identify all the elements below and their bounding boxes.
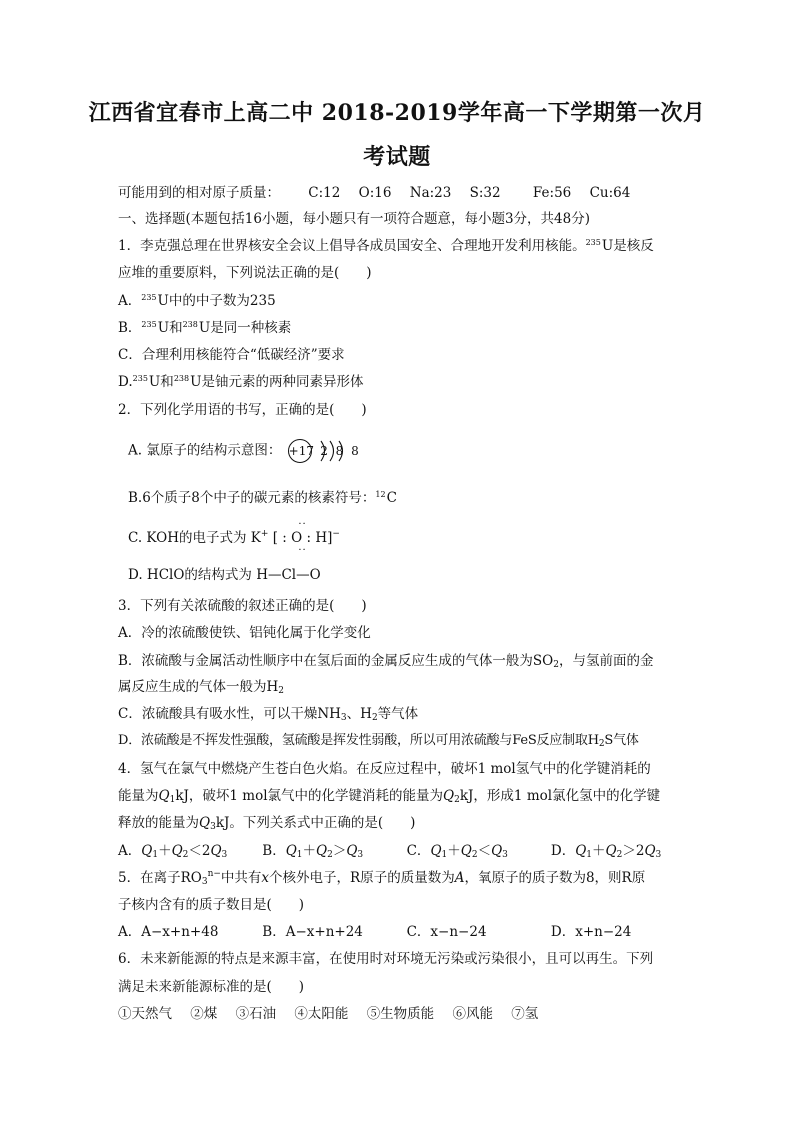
- exam-title-line2: 考试题: [363, 144, 431, 170]
- q3-option-d: D．浓硫酸是不挥发性强酸，氢硫酸是挥发性弱酸，所以可用浓硫酸与FeS反应制取$H_2S$气体: [118, 733, 639, 749]
- section-heading: 一、选择题(本题包括16小题，每小题只有一项符合题意，每小题3分，共48分): [118, 211, 590, 227]
- q5-options: [118, 920, 631, 940]
- q3-option-a: A．冷的浓硫酸使铁、铝钝化属于化学变化: [118, 625, 371, 641]
- q2-option-c: C. KOH的电子式为 K+ ·· [ : O : H] ·· −: [128, 519, 340, 556]
- q4-options: [118, 839, 661, 860]
- q4-stem-line3: 释放的能量为$Q_3kJ$。下列关系式中正确的是( ): [118, 815, 416, 832]
- q5-stem-line1: 5．在离子$RO_3^{n-}$中共有x个核外电子，R原子的质量数为A，氧原子的质子数为8，则R原: [118, 869, 646, 887]
- q3-stem: 3．下列有关浓硫酸的叙述正确的是( ): [118, 598, 367, 614]
- mass-item: S:32: [469, 185, 501, 201]
- q5-option-a: A．A−x+n+48: [118, 924, 219, 940]
- electron-shells: 2 8 8: [320, 443, 361, 458]
- exam-title-line1: 江西省宜春市上高二中 2018-2019学年高一下学期第一次月: [88, 100, 706, 126]
- energy-option: ⑦氢: [511, 1006, 539, 1022]
- q2-option-b: B.6个质子8个中子的碳元素的核素符号：$^{12}$C: [128, 490, 397, 506]
- mass-item: O:16: [358, 185, 392, 201]
- energy-option: ③石油: [235, 1006, 277, 1022]
- q2-stem: 2．下列化学用语的书写，正确的是( ): [118, 402, 367, 418]
- q1-stem-line2: 应堆的重要原料，下列说法正确的是( ): [118, 265, 372, 281]
- atomic-masses: [118, 181, 644, 201]
- q4-option-a: A．$Q_1+Q_2<2Q_3$: [118, 843, 228, 860]
- q5-option-d: D．x+n−24: [550, 924, 632, 940]
- q2-option-d: D. HClO的结构式为 H—Cl—O: [128, 567, 321, 583]
- q4-option-c: C．$Q_1+Q_2<Q_3$: [406, 843, 508, 860]
- q4-option-d: D．$Q_1+Q_2>2Q_3$: [550, 843, 662, 860]
- energy-option: ①天然气: [118, 1006, 172, 1022]
- q6-energy-options: [118, 1002, 552, 1022]
- mass-item: Cu:64: [589, 185, 631, 201]
- q1-option-c: C．合理利用核能符合“低碳经济”要求: [118, 347, 345, 363]
- q3-option-b-line1: B．浓硫酸与金属活动性顺序中在氢后面的金属反应生成的气体一般为$SO_2$，与氢前面的金: [118, 653, 654, 670]
- energy-option: ⑤生物质能: [366, 1006, 435, 1022]
- q1-option-b: B．$^{235}$U和$^{238}$U是同一种核素: [118, 320, 292, 336]
- q1-option-a: A．$^{235}$U中的中子数为235: [118, 293, 276, 309]
- energy-option: ②煤: [190, 1006, 218, 1022]
- mass-item: Fe:56: [532, 185, 572, 201]
- q2-option-a: A. 氯原子的结构示意图： +17 2 8 8: [128, 438, 361, 464]
- q5-stem-line2: 子核内含有的质子数目是( ): [118, 897, 305, 913]
- q1-option-d: D.$^{235}$U和$^{238}$U是铀元素的两种同素异形体: [118, 374, 364, 390]
- q3-option-c: C．浓硫酸具有吸水性，可以干燥$NH_3$、$H_2$等气体: [118, 706, 419, 723]
- lewis-structure: ·· [ : O : H] ··: [272, 519, 333, 556]
- mass-item: C:12: [308, 185, 341, 201]
- mass-item: Na:23: [409, 185, 452, 201]
- q6-stem-line2: 满足未来新能源标准的是( ): [118, 979, 305, 995]
- q3-option-b-line2: 属反应生成的气体一般为$H_2$: [118, 679, 285, 696]
- energy-option: ⑥风能: [452, 1006, 493, 1022]
- nucleus-circle: +17: [288, 439, 312, 463]
- q5-option-c: C．x−n−24: [406, 924, 487, 940]
- q5-option-b: B．A−x+n+24: [262, 924, 363, 940]
- q4-stem-line2: 能量为$Q_1kJ$，破坏1 mol氯气中的化学键消耗的能量为$Q_2kJ$，形成1 mol氯化氢中的化学键: [118, 788, 661, 805]
- q4-stem-line1: 4．氢气在氯气中燃烧产生苍白色火焰。在反应过程中，破坏1 mol氢气中的化学键消耗的: [118, 761, 651, 777]
- q4-option-b: B．$Q_1+Q_2>Q_3$: [262, 843, 364, 860]
- energy-option: ④太阳能: [294, 1006, 349, 1022]
- q1-stem-line1: 1．李克强总理在世界核安全会议上倡导各成员国安全、合理地开发利用核能。$^{235}$U是核反: [118, 238, 654, 254]
- q6-stem-line1: 6．未来新能源的特点是来源丰富，在使用时对环境无污染或污染很小，且可以再生。下列: [118, 951, 654, 967]
- atomic-masses-label: 可能用到的相对原子质量：: [118, 185, 280, 201]
